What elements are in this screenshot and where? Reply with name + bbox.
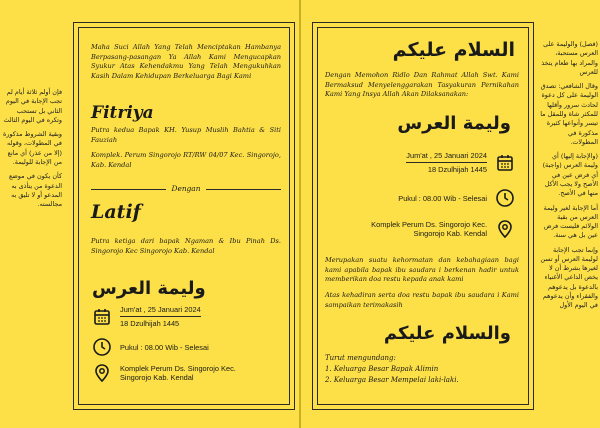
right-invitation-panel: [312, 22, 534, 410]
date-text: Jum'at , 25 Januari 2024: [406, 151, 487, 160]
left-arabic-column: [2, 88, 62, 214]
time-text: Pukul : 08.00 Wib - Selesai: [398, 193, 487, 203]
divider-line-left: [91, 189, 166, 190]
walimah-title: وليمة العرس: [92, 278, 206, 299]
date-divider: [120, 316, 201, 317]
groom-name: Latif: [91, 201, 141, 223]
right-arabic-paragraph: أما الإجابة لغير وليمة العرس من بقية الولائم فليست فرض عين بل هي سنة.: [543, 203, 598, 240]
calendar-icon: [495, 153, 515, 173]
left-arabic-paragraph: فإن أولم ثلاثة أيام لم تجب الإجابة في اليوم الثاني بل تستحب وتكره في اليوم الثالث: [3, 88, 62, 124]
with-divider: [91, 184, 281, 195]
date-divider: [406, 162, 487, 163]
time-row: [398, 188, 515, 208]
location-line-1: Komplek Perum Ds. Singorojo Kec.: [371, 220, 487, 229]
location-row: [371, 219, 515, 239]
location-row: [92, 363, 236, 383]
invited-by-label: Turut mengundang:: [325, 354, 396, 362]
bride-name: Fitriya: [91, 103, 154, 123]
bride-address: Komplek. Perum Singorojo RT/RW 04/07 Kec. Singorojo, Kab. Kendal: [91, 151, 281, 169]
groom-parents: Putra ketiga dari bapak Ngaman & Ibu Pinah Ds. Singorojo Kec Singorojo Kab. Kendal: [91, 237, 281, 255]
invited-by-block: [325, 353, 459, 387]
salam-greeting: السلام عليكم: [392, 39, 515, 61]
right-arabic-paragraph: وإنما تجب الإجابة لوليمة العرس أو تسن لغيرها بشرط أن لا يخص الداعي الأغنياء بالدعوة بل يدعوهم والفقراء وأن يدعوهم في اليوم الأول: [540, 245, 598, 310]
walimah-title: وليمة العرس: [397, 113, 511, 134]
thanks-paragraph: Atas kehadiran serta doa restu bapak ibu saudara i Kami sampaikan terimakasih: [325, 291, 519, 309]
calendar-icon: [92, 307, 112, 327]
location-line-2: Singorojo Kab. Kendal: [413, 229, 487, 238]
right-arabic-column: [540, 40, 598, 316]
time-row: [92, 337, 209, 357]
page-fold: [299, 0, 301, 428]
date-row: [406, 151, 515, 174]
with-label: Dengan: [171, 184, 201, 193]
location-text: [371, 220, 487, 238]
hijri-date-text: 18 Dzulhijah 1445: [427, 165, 487, 174]
date-text: Jum'at , 25 Januari 2024: [120, 305, 201, 314]
left-invitation-panel: [73, 22, 295, 410]
bride-parents: Putra kedua Bapak KH. Yusup Muslih Bahtia & Siti Fauziah: [91, 126, 281, 144]
location-line-1: Komplek Perum Ds. Singorojo Kec.: [120, 364, 236, 373]
hijri-date-text: 18 Dzulhijah 1445: [120, 319, 180, 328]
invited-by-item: 2. Keluarga Besar Mempelai laki-laki.: [325, 376, 459, 385]
date-row: [92, 305, 201, 328]
location-pin-icon: [495, 219, 515, 239]
right-arabic-paragraph: (فصل) والوليمة على العرس مستحبة، والمراد بها طعام يتخذ للعرس: [541, 40, 598, 76]
divider-line-right: [206, 189, 281, 190]
location-pin-icon: [92, 363, 112, 383]
time-text: Pukul : 08.00 Wib - Selesai: [120, 342, 209, 352]
invited-by-item: 1. Keluarga Besar Bapak Alimin: [325, 365, 439, 374]
clock-icon: [495, 188, 515, 208]
clock-icon: [92, 337, 112, 357]
right-arabic-paragraph: وقال الشافعي: تصدق الوليمة على كل دعوة لحادث سرور وأقلها للمكثر شاة وللمقل ما تيسر وأنواعها كثيرة مذكورة في المطولات.: [540, 82, 598, 146]
location-text: [120, 364, 236, 382]
opening-prayer-text: Maha Suci Allah Yang Telah Menciptakan Hambanya Berpasang-pasangan Ya Allah Kami Mengucapkan Syukur Atas Kehendakmu Yang Telah Mengukuhkan Kasih Dalam Kehidupan Berkeluarga Bagi Kami: [91, 43, 281, 80]
closing-salam: والسلام عليكم: [383, 323, 511, 344]
invitation-intro: Dengan Memohon Ridlo Dan Rahmat Allah Swt. Kami Bermaksud Menyelenggarakan Tasyakuran Pernikahan Kami Yang Insya Allah Akan Dilaksanakan:: [325, 71, 519, 99]
date-block: [120, 305, 201, 328]
left-arabic-paragraph: كأن يكون في موضع الدعوة من يتأذى به المدعو أو لا تليق به مجالسته.: [8, 172, 62, 209]
date-block: [406, 151, 487, 174]
location-line-2: Singorojo Kab. Kendal: [120, 373, 194, 382]
left-arabic-paragraph: وبقية الشروط مذكورة في المطولات، وقوله (إلا من عذر) أي مانع من الإجابة للوليمة.: [2, 130, 62, 166]
closing-paragraph: Merupakan suatu kehormatan dan kebahagiaan bagi kami apabila bapak ibu saudara i berkenan hadir untuk memberikan doa restu kepada anak kami: [325, 256, 519, 284]
right-arabic-paragraph: (والإجابة إليها) أي وليمة العرس (واجبة) أي فرض عين في الأصح ولا يجب الأكل منها في الأصح.: [542, 152, 598, 198]
